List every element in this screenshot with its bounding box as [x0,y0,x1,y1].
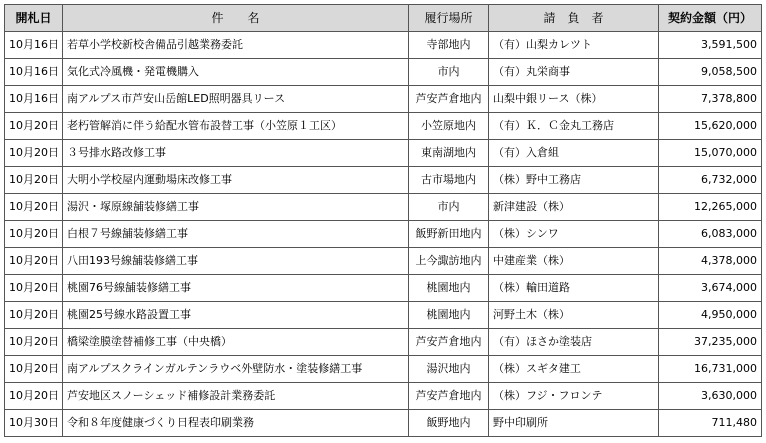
cell-contractor: （株）シンワ [489,221,659,248]
table-row [5,356,762,383]
table-row [5,329,762,356]
table-row [5,86,762,113]
table-row [5,275,762,302]
cell-place: 東南湖地内 [409,140,489,167]
table-row [5,410,762,437]
cell-contractor: 山梨中銀リース（株） [489,86,659,113]
cell-date: 10月20日 [5,383,63,410]
table-row [5,194,762,221]
header-place: 履行場所 [409,5,489,32]
table-row [5,59,762,86]
cell-name: 老朽管解消に伴う給配水管布設替工事（小笠原１工区） [63,113,409,140]
cell-date: 10月20日 [5,329,63,356]
cell-name: ３号排水路改修工事 [63,140,409,167]
cell-amount: 3,674,000 [659,275,762,302]
cell-contractor: （有）ほさか塗装店 [489,329,659,356]
cell-place: 芦安芦倉地内 [409,329,489,356]
cell-contractor: （株）野中工務店 [489,167,659,194]
cell-place: 上今諏訪地内 [409,248,489,275]
table-row [5,32,762,59]
cell-date: 10月20日 [5,167,63,194]
table-row [5,248,762,275]
cell-amount: 3,630,000 [659,383,762,410]
cell-name: 芦安地区スノーシェッド補修設計業務委託 [63,383,409,410]
cell-name: 若草小学校新校舎備品引越業務委託 [63,32,409,59]
cell-name: 湯沢・塚原線舗装修繕工事 [63,194,409,221]
cell-place: 桃園地内 [409,302,489,329]
cell-name: 白根７号線舗装修繕工事 [63,221,409,248]
cell-place: 小笠原地内 [409,113,489,140]
cell-place: 市内 [409,194,489,221]
cell-amount: 37,235,000 [659,329,762,356]
cell-place: 芦安芦倉地内 [409,86,489,113]
cell-amount: 711,480 [659,410,762,437]
table-row [5,302,762,329]
cell-name: 南アルプス市芦安山岳館LED照明器具リース [63,86,409,113]
cell-date: 10月20日 [5,194,63,221]
cell-place: 桃園地内 [409,275,489,302]
header-date: 開札日 [5,5,63,32]
table-row [5,140,762,167]
cell-place: 寺部地内 [409,32,489,59]
cell-date: 10月20日 [5,356,63,383]
table-header-row [5,5,762,32]
cell-contractor: （株）輸田道路 [489,275,659,302]
contract-results-table [4,4,762,437]
cell-date: 10月16日 [5,86,63,113]
cell-date: 10月16日 [5,32,63,59]
cell-place: 飯野新田地内 [409,221,489,248]
cell-amount: 9,058,500 [659,59,762,86]
table-row [5,221,762,248]
cell-amount: 4,950,000 [659,302,762,329]
cell-date: 10月20日 [5,248,63,275]
cell-name: 気化式冷風機・発電機購入 [63,59,409,86]
cell-contractor: （有）入倉組 [489,140,659,167]
cell-amount: 7,378,800 [659,86,762,113]
cell-date: 10月30日 [5,410,63,437]
cell-date: 10月16日 [5,59,63,86]
cell-amount: 4,378,000 [659,248,762,275]
cell-contractor: 河野土木（株） [489,302,659,329]
cell-date: 10月20日 [5,302,63,329]
cell-name: 桃園25号線水路設置工事 [63,302,409,329]
table-row [5,113,762,140]
cell-date: 10月20日 [5,221,63,248]
cell-name: 八田193号線舗装修繕工事 [63,248,409,275]
table-body [5,32,762,437]
cell-amount: 15,070,000 [659,140,762,167]
cell-amount: 6,083,000 [659,221,762,248]
cell-date: 10月20日 [5,113,63,140]
cell-contractor: 新津建設（株） [489,194,659,221]
header-contractor: 請 負 者 [489,5,659,32]
header-amount: 契約金額（円） [659,5,762,32]
cell-name: 令和８年度健康づくり日程表印刷業務 [63,410,409,437]
cell-amount: 15,620,000 [659,113,762,140]
cell-contractor: 中建産業（株） [489,248,659,275]
header-name: 件 名 [63,5,409,32]
cell-name: 大明小学校屋内運動場床改修工事 [63,167,409,194]
cell-contractor: （有）丸栄商事 [489,59,659,86]
cell-place: 飯野地内 [409,410,489,437]
table-row [5,167,762,194]
cell-name: 橋梁塗膜塗替補修工事（中央橋） [63,329,409,356]
cell-contractor: （有）山梨カレツト [489,32,659,59]
cell-contractor: 野中印刷所 [489,410,659,437]
cell-amount: 12,265,000 [659,194,762,221]
cell-date: 10月20日 [5,140,63,167]
cell-amount: 3,591,500 [659,32,762,59]
cell-name: 南アルプスクラインガルテンラウベ外壁防水・塗装修繕工事 [63,356,409,383]
cell-place: 市内 [409,59,489,86]
cell-place: 芦安芦倉地内 [409,383,489,410]
cell-amount: 16,731,000 [659,356,762,383]
cell-contractor: （有）Ｋ．Ｃ金丸工務店 [489,113,659,140]
cell-date: 10月20日 [5,275,63,302]
cell-name: 桃園76号線舗装修繕工事 [63,275,409,302]
cell-place: 古市場地内 [409,167,489,194]
cell-place: 湯沢地内 [409,356,489,383]
cell-amount: 6,732,000 [659,167,762,194]
cell-contractor: （株）スギタ建工 [489,356,659,383]
table-row [5,383,762,410]
cell-contractor: （株）フジ・フロンテ [489,383,659,410]
